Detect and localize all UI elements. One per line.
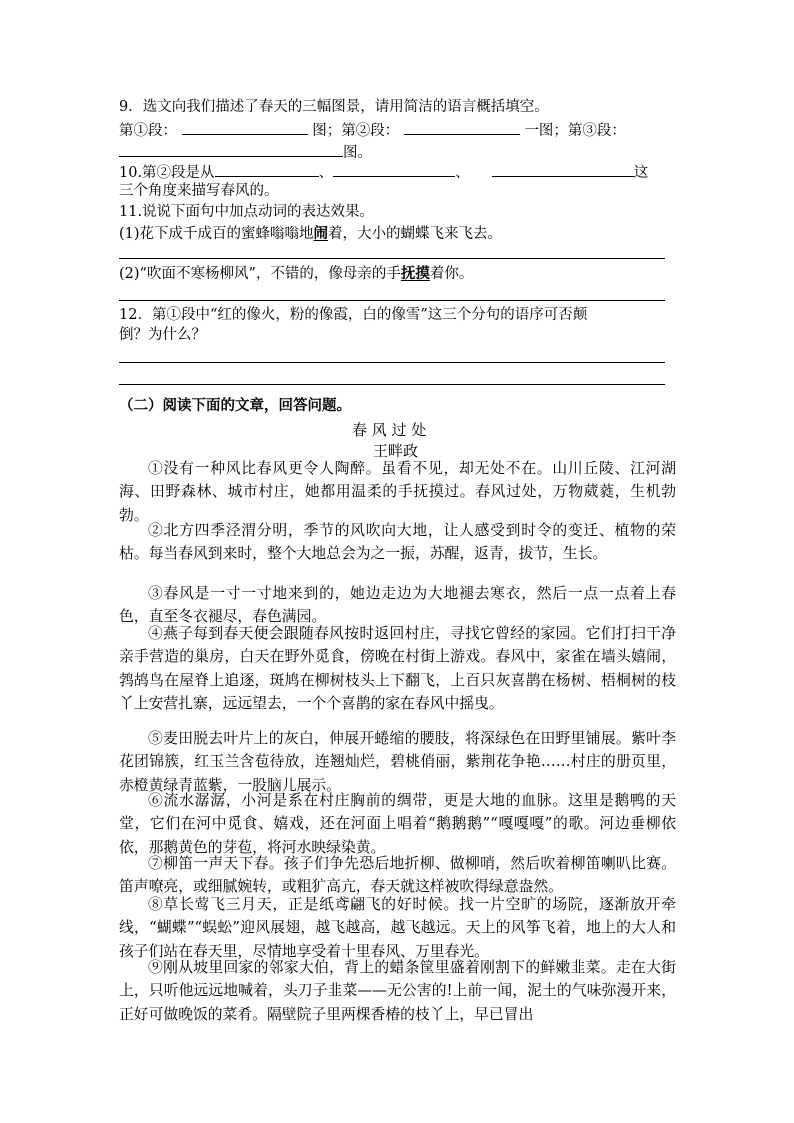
q11-item1-pre: (1)花下成千成百的蜜蜂嗡嗡地	[119, 226, 314, 242]
q10-end: 这	[633, 165, 649, 181]
q12-line1: 12．第①段中“红的像火，粉的像霞，白的像雪”这三个分句的语序可否颠	[119, 307, 588, 323]
q9-end: 图。	[343, 145, 372, 161]
q12-line2: 倒？为什么？	[119, 327, 206, 343]
q9-line3	[119, 142, 372, 163]
q10-line2: 三个角度来描写春风的。	[119, 183, 279, 199]
q10-blank-1[interactable]	[215, 162, 319, 177]
q11-answer-line-1[interactable]	[119, 258, 665, 259]
q11-item1	[119, 224, 502, 244]
article-paragraph-9: ⑨刚从坡里回家的邻家大伯，背上的蜡条筐里盛着刚割下的鲜嫩韭菜。走在大街上，只听他远远地喊着，头刀子韭菜——无公害的!上前一闻，泥土的气味弥漫开来，正好可做晚饭的菜肴。隔壁院子里两棵香椿的枝丫上，早已冒出	[119, 959, 676, 1023]
article-paragraph-3: ③春风是一寸一寸地来到的，她边走边为大地褪去寒衣，然后一点一点着上春色，直至冬衣褪尽，春色满园。	[119, 585, 676, 626]
q11-prompt: 11.说说下面句中加点动词的表达效果。	[119, 204, 375, 220]
q11-item1-post: 着，大小的蝴蝶飞来飞去。	[328, 226, 503, 242]
q10-blank-2[interactable]	[333, 162, 455, 177]
article-paragraph-1: ①没有一种风比春风更令人陶醉。虽看不见，却无处不在。山川丘陵、江河湖海、田野森林、城市村庄，她都用温柔的手抚摸过。春风过处，万物葳蕤，生机勃勃。	[119, 460, 676, 524]
q10-line1	[119, 162, 648, 183]
q11-item1-verb: 闹	[313, 225, 329, 242]
q11-item2-verb: 抚摸	[400, 265, 430, 282]
q10-sep1: 、	[318, 165, 334, 181]
q11-answer-line-2[interactable]	[119, 300, 665, 301]
q10-start: 10.第②段是从	[119, 165, 215, 181]
article-paragraph-7: ⑦柳笛一声天下春。孩子们争先恐后地折柳、做柳哨，然后吹着柳笛喇叭比赛。笛声嘹亮，或细腻婉转，或粗犷高亢，春天就这样被吹得绿意盎然。	[119, 855, 676, 896]
q10-sep2: 、	[455, 165, 470, 181]
q9-blank-2[interactable]	[404, 120, 520, 135]
q11-item2-pre: (2)“吹面不寒杨柳风”，不错的，像母亲的手	[119, 266, 401, 282]
q9-label-a: 第①段：	[119, 123, 177, 139]
q10-blank-3[interactable]	[492, 162, 634, 177]
article-paragraph-8: ⑧草长莺飞三月天，正是纸鸢翩飞的好时候。找一片空旷的场院，逐渐放开牵线，“蝴蝶”“蜈蚣”迎风展翅，越飞越高，越飞越远。天上的风筝飞着，地上的大人和孩子们站在春天里，尽情地享受着十里春风、万里春光。	[119, 896, 676, 960]
article-paragraph-4: ④燕子每到春天便会跟随春风按时返回村庄，寻找它曾经的家园。它们打扫干净亲手营造的巢房，白天在野外觅食，傍晚在村街上游戏。春风中，家雀在墙头嬉闹，鹁鸪鸟在屋脊上追逐，斑鸠在柳树枝头上下翻飞，上百只灰喜鹊在杨树、梧桐树的枝丫上安营扎寨，远远望去，一个个喜鹊的家在春风中摇曳。	[119, 625, 676, 713]
article-title: 春 风 过 处	[352, 421, 427, 439]
q9-blank-1[interactable]	[182, 120, 308, 135]
q9-label-c: 一图；第③段：	[524, 123, 626, 139]
article-paragraph-6: ⑥流水潺潺，小河是系在村庄胸前的绸带，更是大地的血脉。这里是鹅鸭的天堂，它们在河中觅食、嬉戏，还在河面上唱着“鹅鹅鹅”“嘎嘎嘎”的歌。河边垂柳依依，那鹅黄色的芽苞，将河水映绿染黄。	[119, 792, 676, 856]
q9-blank-3[interactable]	[119, 142, 343, 157]
q11-item2	[119, 264, 473, 284]
q9-label-b: 图；第②段：	[312, 123, 400, 139]
article-paragraph-5: ⑤麦田脱去叶片上的灰白，伸展开蜷缩的腰肢，将深绿色在田野里铺展。紫叶李花团锦簇，红玉兰含苞待放，连翘灿烂，碧桃俏丽，紫荆花争艳……村庄的册页里，赤橙黄绿青蓝紫，一股脑儿展示。	[119, 730, 676, 794]
q12-answer-line-2[interactable]	[119, 384, 665, 385]
q11-item2-post: 着你。	[429, 266, 474, 282]
article-author: 王畔政	[373, 442, 419, 460]
q9-line2	[119, 120, 626, 141]
q9-prompt: 9．选文向我们描述了春天的三幅图景，请用简洁的语言概括填空。	[119, 99, 549, 115]
q12-answer-line-1[interactable]	[119, 362, 665, 363]
article-paragraph-2: ②北方四季泾渭分明，季节的风吹向大地，让人感受到时令的变迁、植物的荣枯。每当春风到来时，整个大地总会为之一振，苏醒，返青，拔节，生长。	[119, 522, 676, 563]
section2-heading: （二）阅读下面的文章，回答问题。	[119, 397, 351, 414]
